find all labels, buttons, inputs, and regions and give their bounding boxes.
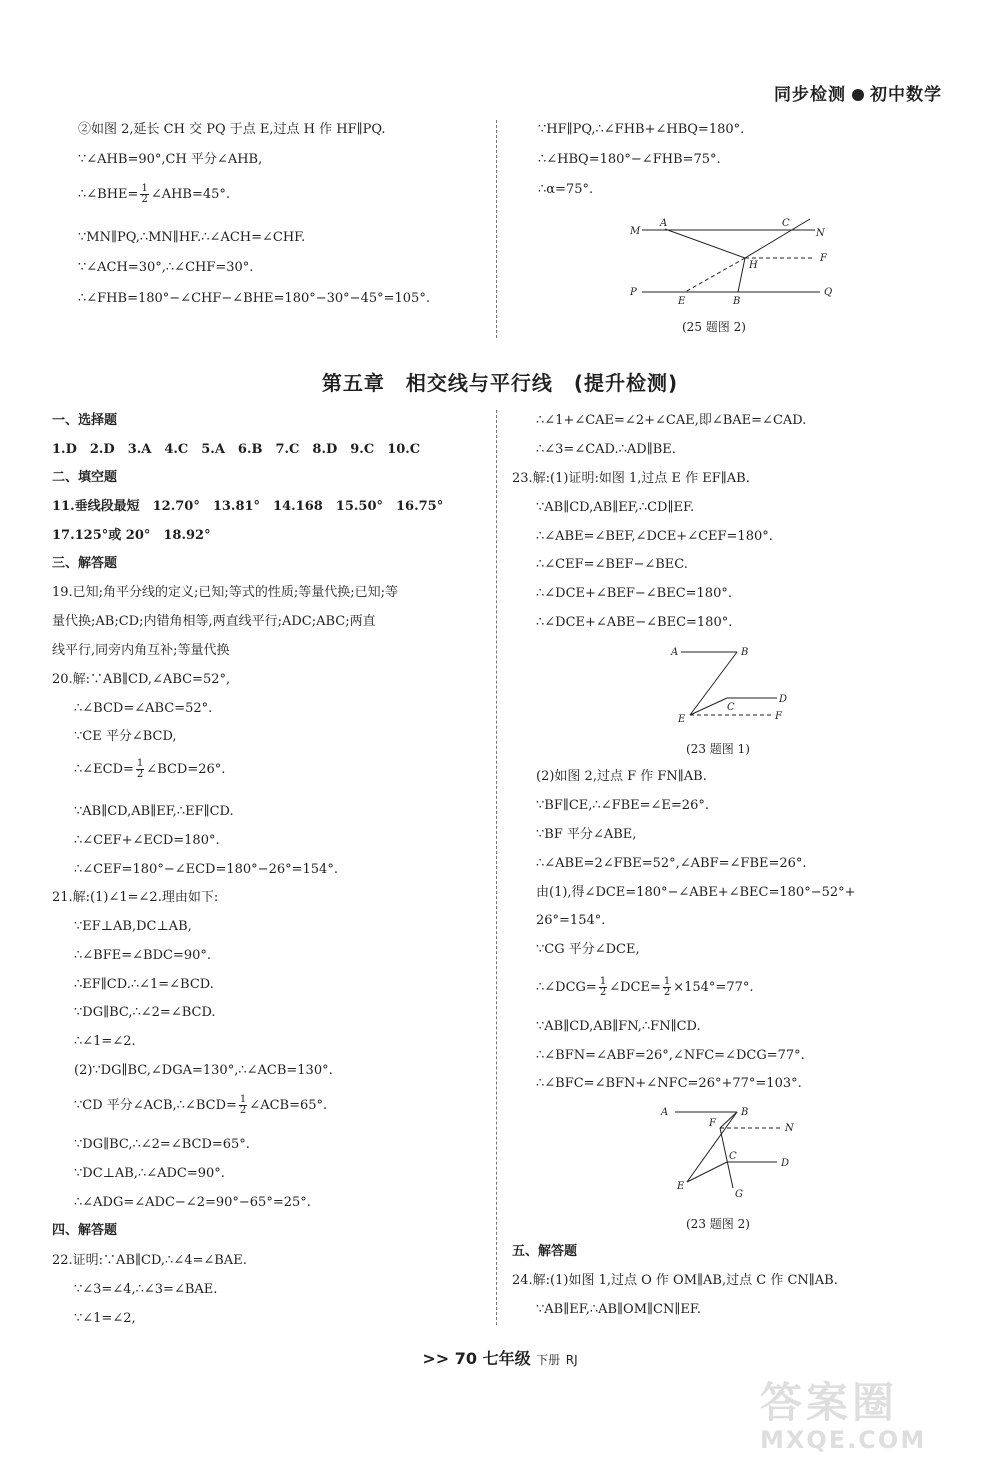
point-label: F <box>709 1118 716 1129</box>
point-label: N <box>816 228 825 239</box>
figure-caption: (23 题图 2) <box>686 1217 750 1231</box>
point-label: E <box>678 714 686 725</box>
fraction: $\frac{1}{2}$ <box>663 976 671 998</box>
bullet-icon <box>852 89 864 101</box>
watermark-logo <box>760 1380 970 1462</box>
text-line: ∵AB∥EF,∴AB∥OM∥CN∥EF. <box>536 1302 701 1317</box>
text-part: ∠AHB=45°. <box>150 187 231 202</box>
text-line: (2)∵DG∥BC,∠DGA=130°,∴∠ACB=130°. <box>74 1063 333 1078</box>
text-line: ∵AB∥CD,AB∥FN,∴FN∥CD. <box>536 1019 701 1034</box>
section-heading: 二、填空题 <box>52 470 118 485</box>
text-line: ∵EF⊥AB,DC⊥AB, <box>74 919 192 934</box>
text-line: 23.解:(1)证明:如图 1,过点 E 作 EF∥AB. <box>512 471 750 486</box>
point-label: B <box>733 296 741 307</box>
text-line: 21.解:(1)∠1=∠2.理由如下: <box>52 890 219 905</box>
figure-25-diagram <box>620 215 840 315</box>
text-line: ∴EF∥CD.∴∠1=∠BCD. <box>74 977 214 992</box>
text-line: ∴∠BCD=∠ABC=52°. <box>74 701 213 716</box>
text-line: 24.解:(1)如图 1,过点 O 作 OM∥AB,过点 C 作 CN∥AB. <box>512 1273 838 1288</box>
text-line: ∵DC⊥AB,∴∠ADC=90°. <box>74 1166 225 1181</box>
text-line: ∵∠AHB=90°,CH 平分∠AHB, <box>78 152 263 167</box>
text-line: ②如图 2,延长 CH 交 PQ 于点 E,过点 H 作 HF∥PQ. <box>78 122 386 137</box>
point-label: N <box>785 1123 794 1134</box>
volume-label: 下册 <box>536 1353 561 1367</box>
text-line: ∵DG∥BC,∴∠2=∠BCD. <box>74 1005 216 1020</box>
section-heading: 五、解答题 <box>512 1244 578 1259</box>
figure-caption: (25 题图 2) <box>682 320 746 334</box>
point-label: B <box>741 1107 749 1118</box>
text-line: ∴∠1+∠CAE=∠2+∠CAE,即∠BAE=∠CAD. <box>536 413 807 428</box>
section-heading: 四、解答题 <box>52 1223 118 1238</box>
watermark-brand: 答案圈 <box>760 1378 899 1427</box>
point-label: B <box>741 647 749 658</box>
text-line: 由(1),得∠DCE=180°−∠ABE+∠BEC=180°−52°+ <box>536 885 856 900</box>
point-label: D <box>781 1158 790 1169</box>
point-label: C <box>727 702 735 713</box>
text-line: ∵CG 平分∠DCE, <box>536 942 640 957</box>
text-line: ∴∠DCE+∠BEF−∠BEC=180°. <box>536 586 732 601</box>
fraction: $\frac{1}{2}$ <box>136 758 144 780</box>
point-label: C <box>782 218 790 229</box>
figure-23-2-diagram <box>655 1102 805 1202</box>
fraction: $\frac{1}{2}$ <box>239 1094 247 1116</box>
text-line: ∴∠FHB=180°−∠CHF−∠BHE=180°−30°−45°=105°. <box>78 291 430 306</box>
text-line: ∴∠HBQ=180°−∠FHB=75°. <box>538 152 721 167</box>
point-label: A <box>661 1107 669 1118</box>
text-line: 量代换;AB;CD;内错角相等,两直线平行;ADC;ABC;两直 <box>52 614 376 629</box>
figure-23-1-diagram <box>665 642 805 728</box>
text-line: ∵AB∥CD,AB∥EF,∴EF∥CD. <box>74 804 234 819</box>
text-line: (2)如图 2,过点 F 作 FN∥AB. <box>536 769 707 784</box>
text-line: ∴∠DCE+∠ABE−∠BEC=180°. <box>536 615 733 630</box>
text-line: ∵HF∥PQ,∴∠FHB+∠HBQ=180°. <box>538 122 745 137</box>
header-subject: 初中数学 <box>870 85 942 105</box>
text-line: ∵∠1=∠2, <box>74 1311 136 1326</box>
point-label: C <box>729 1151 737 1162</box>
double-chevron-icon: >> <box>422 1349 450 1368</box>
text-line: ∴∠ABE=∠BEF,∠DCE+∠CEF=180°. <box>536 529 773 544</box>
text-line: ∴∠ADG=∠ADC−∠2=90°−65°=25°. <box>74 1195 311 1210</box>
point-label: G <box>735 1189 743 1200</box>
figure-caption: (23 题图 1) <box>686 742 750 756</box>
edition-label: RJ <box>565 1353 578 1367</box>
text-line: ∵∠3=∠4,∴∠3=∠BAE. <box>74 1282 218 1297</box>
text-line: ∵AB∥CD,AB∥EF,∴CD∥EF. <box>536 500 695 515</box>
text-line: 17.125°或 20° 18.92° <box>52 528 211 543</box>
text-line: 19.已知;角平分线的定义;已知;等式的性质;等量代换;已知;等 <box>52 585 398 600</box>
text-line: 11.垂线段最短 12.70° 13.81° 14.168 15.50° 16.75° <box>52 499 444 514</box>
point-label: A <box>660 218 668 229</box>
text-line: ∴∠CEF=180°−∠ECD=180°−26°=154°. <box>74 862 338 877</box>
section-heading: 一、选择题 <box>52 413 118 428</box>
text-line: ∴∠BFC=∠BFN+∠NFC=26°+77°=103°. <box>536 1076 802 1091</box>
text-line: ∵∠ACH=30°,∴∠CHF=30°. <box>78 260 254 275</box>
page-footer <box>0 1346 1000 1369</box>
point-label: A <box>671 647 679 658</box>
text-line: ∴∠CEF+∠ECD=180°. <box>74 833 220 848</box>
text-line: ∴∠DCG= $\frac{1}{2}$ ∠DCE= $\frac{1}{2}$ ×154°=77°. <box>536 976 754 998</box>
point-label: M <box>630 226 641 237</box>
watermark-url: MXQE.COM <box>760 1426 927 1454</box>
text-line: ∴∠CEF=∠BEF−∠BEC. <box>536 557 688 572</box>
text-line: 1.D 2.D 3.A 4.C 5.A 6.B 7.C 8.D 9.C 10.C <box>52 442 421 457</box>
point-label: Q <box>824 287 833 298</box>
text-line: ∴∠ABE=2∠FBE=52°,∠ABF=∠FBE=26°. <box>536 856 807 871</box>
text-line: 26°=154°. <box>536 913 606 928</box>
fraction: $\frac{1}{2}$ <box>141 183 148 205</box>
header-series: 同步检测 <box>774 85 846 105</box>
chapter-title: 第五章 相交线与平行线 (提升检测) <box>321 371 679 395</box>
text-line: 线平行,同旁内角互补;等量代换 <box>52 643 230 658</box>
column-divider <box>496 410 497 1325</box>
point-label: E <box>677 1181 685 1192</box>
text-line: 22.证明:∵AB∥CD,∴∠4=∠BAE. <box>52 1253 247 1268</box>
text-line: ∴α=75°. <box>538 182 594 197</box>
page-header <box>774 80 942 105</box>
text-line: ∵CD 平分∠ACB,∴∠BCD= $\frac{1}{2}$ ∠ACB=65°. <box>74 1094 328 1116</box>
section-heading: 三、解答题 <box>52 556 118 571</box>
text-line: ∴∠ECD= $\frac{1}{2}$ ∠BCD=26°. <box>74 758 226 780</box>
text-part: ∴∠BHE= <box>78 187 139 202</box>
text-line: ∴∠3=∠CAD.∴AD∥BE. <box>536 442 676 457</box>
point-label: H <box>749 260 758 271</box>
text-line: ∵DG∥BC,∴∠2=∠BCD=65°. <box>74 1137 250 1152</box>
point-label: D <box>779 694 788 705</box>
point-label: P <box>630 287 637 298</box>
text-line <box>78 184 230 205</box>
point-label: F <box>775 711 782 722</box>
text-line: ∴∠BFN=∠ABF=26°,∠NFC=∠DCG=77°. <box>536 1048 805 1063</box>
text-line: ∵BF 平分∠ABE, <box>536 827 637 842</box>
text-line: 20.解:∵AB∥CD,∠ABC=52°, <box>52 672 231 687</box>
text-line: ∵CE 平分∠BCD, <box>74 729 177 744</box>
text-line: ∵MN∥PQ,∴MN∥HF.∴∠ACH=∠CHF. <box>78 230 306 245</box>
point-label: E <box>678 296 686 307</box>
text-line: ∴∠BFE=∠BDC=90°. <box>74 948 212 963</box>
text-line: ∵BF∥CE,∴∠FBE=∠E=26°. <box>536 798 709 813</box>
text-line: ∴∠1=∠2. <box>74 1034 136 1049</box>
grade-label: 七年级 <box>482 1349 531 1368</box>
column-divider <box>496 120 497 338</box>
point-label: F <box>820 253 827 264</box>
page-number: 70 <box>454 1349 477 1368</box>
fraction: $\frac{1}{2}$ <box>599 976 607 998</box>
